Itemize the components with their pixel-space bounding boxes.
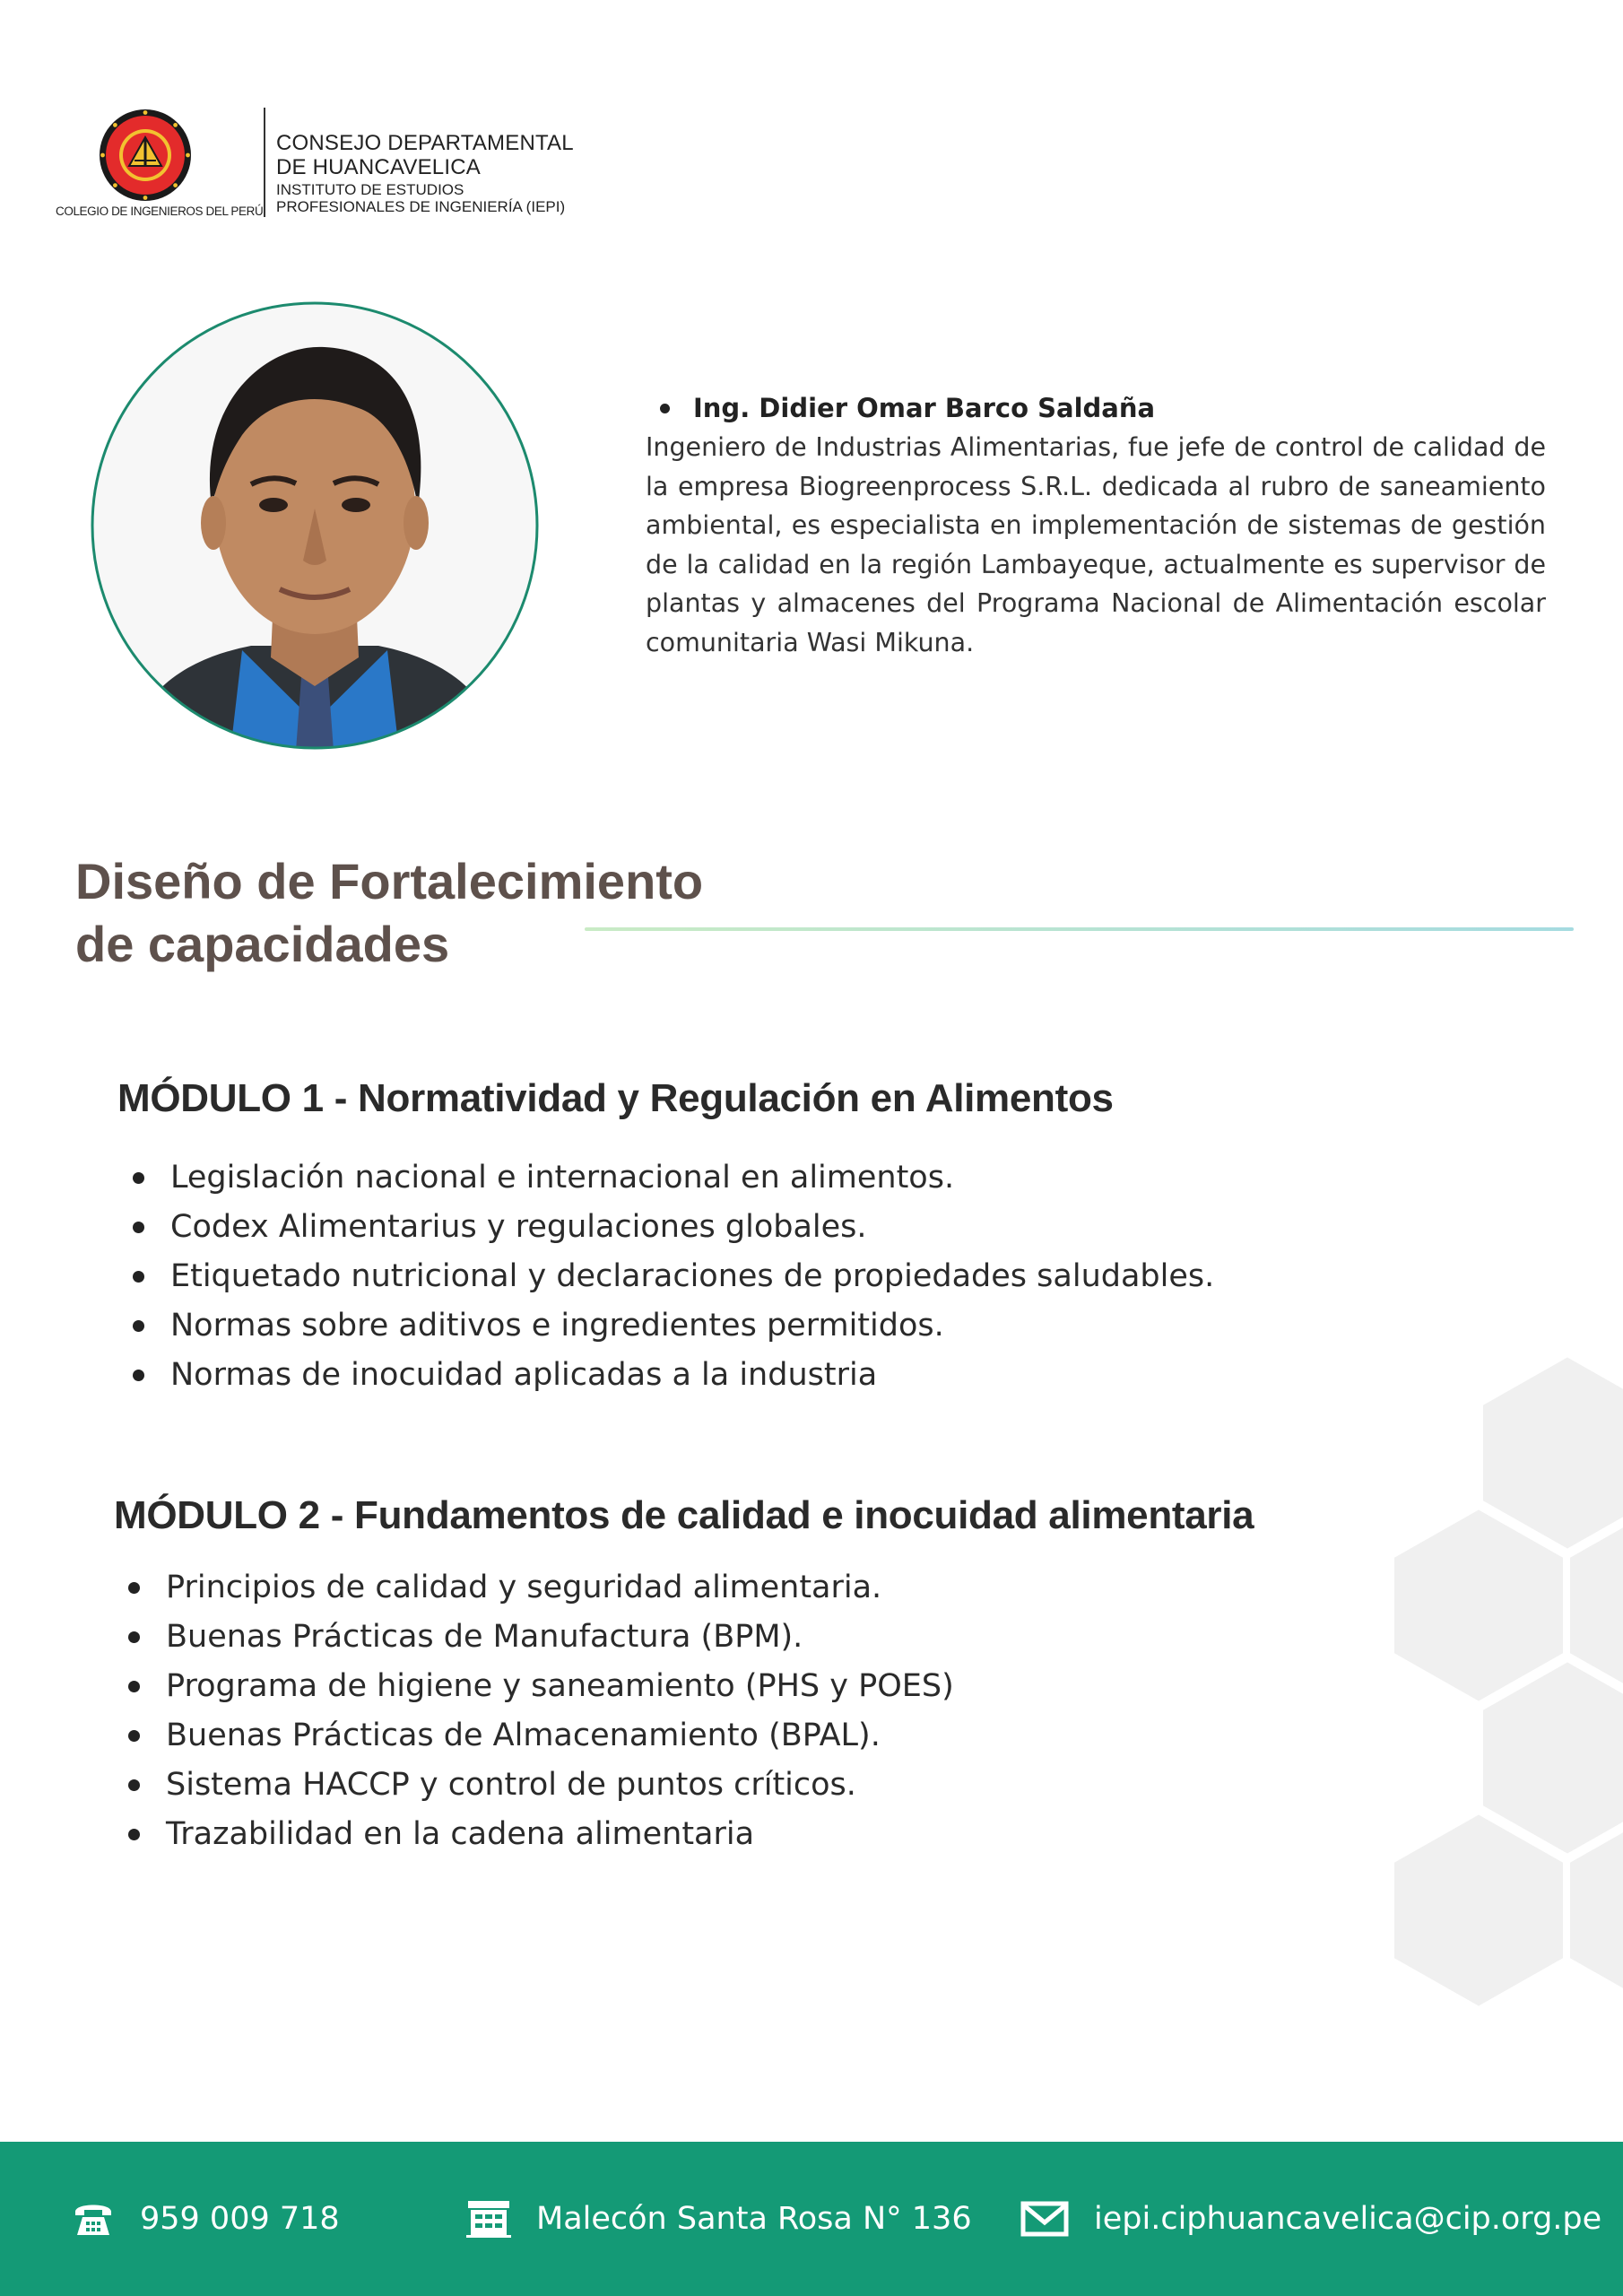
list-item-text: Buenas Prácticas de Almacenamiento (BPAL). xyxy=(166,1718,881,1753)
section-title-line1: Diseño de Fortalecimiento xyxy=(75,853,704,909)
list-item xyxy=(166,1810,954,1859)
list-item-text: Normas de inocuidad aplicadas a la industria xyxy=(170,1357,878,1393)
module-2-title: MÓDULO 2 - Fundamentos de calidad e inocuidad alimentaria xyxy=(114,1493,1254,1537)
footer-email[interactable] xyxy=(1020,2142,1601,2296)
bullet-icon xyxy=(128,1829,140,1840)
speaker-bio: Ingeniero de Industrias Alimentarias, fue jefe de control de calidad de la empresa Biogreenprocess S.R.L. dedicada al rubro de saneamiento ambiental, es especialista en implementación de sistemas de gestión de la calidad en la región Lambayeque, actualmente es supervisor de plantas y almacenes del Programa Nacional de Alimentación escolar comunitaria Wasi Mikuna. xyxy=(646,432,1546,657)
hexagon-background xyxy=(1381,1354,1623,2036)
bullet-icon xyxy=(133,1271,144,1283)
section-title-line2: de capacidades xyxy=(75,916,450,972)
list-item-text: Normas sobre aditivos e ingredientes permitidos. xyxy=(170,1308,944,1344)
bullet-icon xyxy=(133,1222,144,1233)
phone-number: 959 009 718 xyxy=(140,2201,340,2237)
list-item xyxy=(166,1662,954,1711)
org-subname-line1: INSTITUTO DE ESTUDIOS xyxy=(276,181,464,198)
module-divider xyxy=(101,1438,1500,1445)
list-item xyxy=(166,1761,954,1810)
footer-address[interactable] xyxy=(466,2142,972,2296)
list-item-text: Trazabilidad en la cadena alimentaria xyxy=(166,1816,755,1852)
org-name-line1: CONSEJO DEPARTAMENTAL xyxy=(276,131,574,155)
bullet-icon xyxy=(128,1681,140,1692)
bullet-icon xyxy=(133,1172,144,1184)
bio-block xyxy=(646,388,1546,662)
email-text: iepi.ciphuancavelica@cip.org.pe xyxy=(1094,2201,1602,2237)
module-2-list xyxy=(166,1563,954,1859)
bullet-icon xyxy=(128,1631,140,1643)
footer xyxy=(0,2142,1623,2296)
list-item xyxy=(166,1711,954,1761)
list-item-text: Legislación nacional e internacional en alimentos. xyxy=(170,1160,955,1196)
bullet-icon xyxy=(128,1730,140,1742)
phone-icon xyxy=(72,2199,115,2239)
list-item-text: Etiquetado nutricional y declaraciones de propiedades saludables. xyxy=(170,1258,1215,1294)
mail-icon xyxy=(1020,2201,1069,2237)
list-item xyxy=(170,1252,1214,1301)
list-item-text: Buenas Prácticas de Manufactura (BPM). xyxy=(166,1619,803,1655)
bio-name-row xyxy=(660,388,1546,428)
module-1-title: MÓDULO 1 - Normatividad y Regulación en Alimentos xyxy=(117,1076,1114,1120)
cip-seal-logo xyxy=(99,109,192,202)
list-item xyxy=(170,1351,1214,1400)
bullet-icon xyxy=(128,1779,140,1791)
list-item-text: Programa de higiene y saneamiento (PHS y POES) xyxy=(166,1668,954,1704)
org-subname-line2: PROFESIONALES DE INGENIERÍA (IEPI) xyxy=(276,198,566,215)
bullet-icon xyxy=(128,1582,140,1594)
speaker-name: Ing. Didier Omar Barco Saldaña xyxy=(693,393,1156,423)
section-title xyxy=(75,850,703,976)
list-item xyxy=(170,1203,1214,1252)
list-item-text: Principios de calidad y seguridad alimentaria. xyxy=(166,1570,882,1605)
list-item xyxy=(170,1301,1214,1351)
logo-divider xyxy=(264,108,265,217)
address-text: Malecón Santa Rosa N° 136 xyxy=(536,2201,972,2237)
profile-photo xyxy=(90,300,540,751)
list-item-text: Sistema HACCP y control de puntos críticos. xyxy=(166,1767,856,1803)
module-1-list xyxy=(170,1153,1214,1400)
list-item xyxy=(166,1563,954,1613)
list-item xyxy=(170,1153,1214,1203)
list-item xyxy=(166,1613,954,1662)
building-icon xyxy=(466,2199,511,2239)
bullet-icon xyxy=(660,404,670,413)
bullet-icon xyxy=(133,1370,144,1381)
section-rule xyxy=(585,927,1574,931)
cip-logo xyxy=(56,106,594,222)
org-name-line2: DE HUANCAVELICA xyxy=(276,155,481,179)
seal-caption: COLEGIO DE INGENIEROS DEL PERÚ xyxy=(56,204,264,218)
list-item-text: Codex Alimentarius y regulaciones globales. xyxy=(170,1209,867,1245)
footer-phone[interactable] xyxy=(72,2142,340,2296)
module-divider xyxy=(101,1892,1500,1900)
bullet-icon xyxy=(133,1320,144,1332)
